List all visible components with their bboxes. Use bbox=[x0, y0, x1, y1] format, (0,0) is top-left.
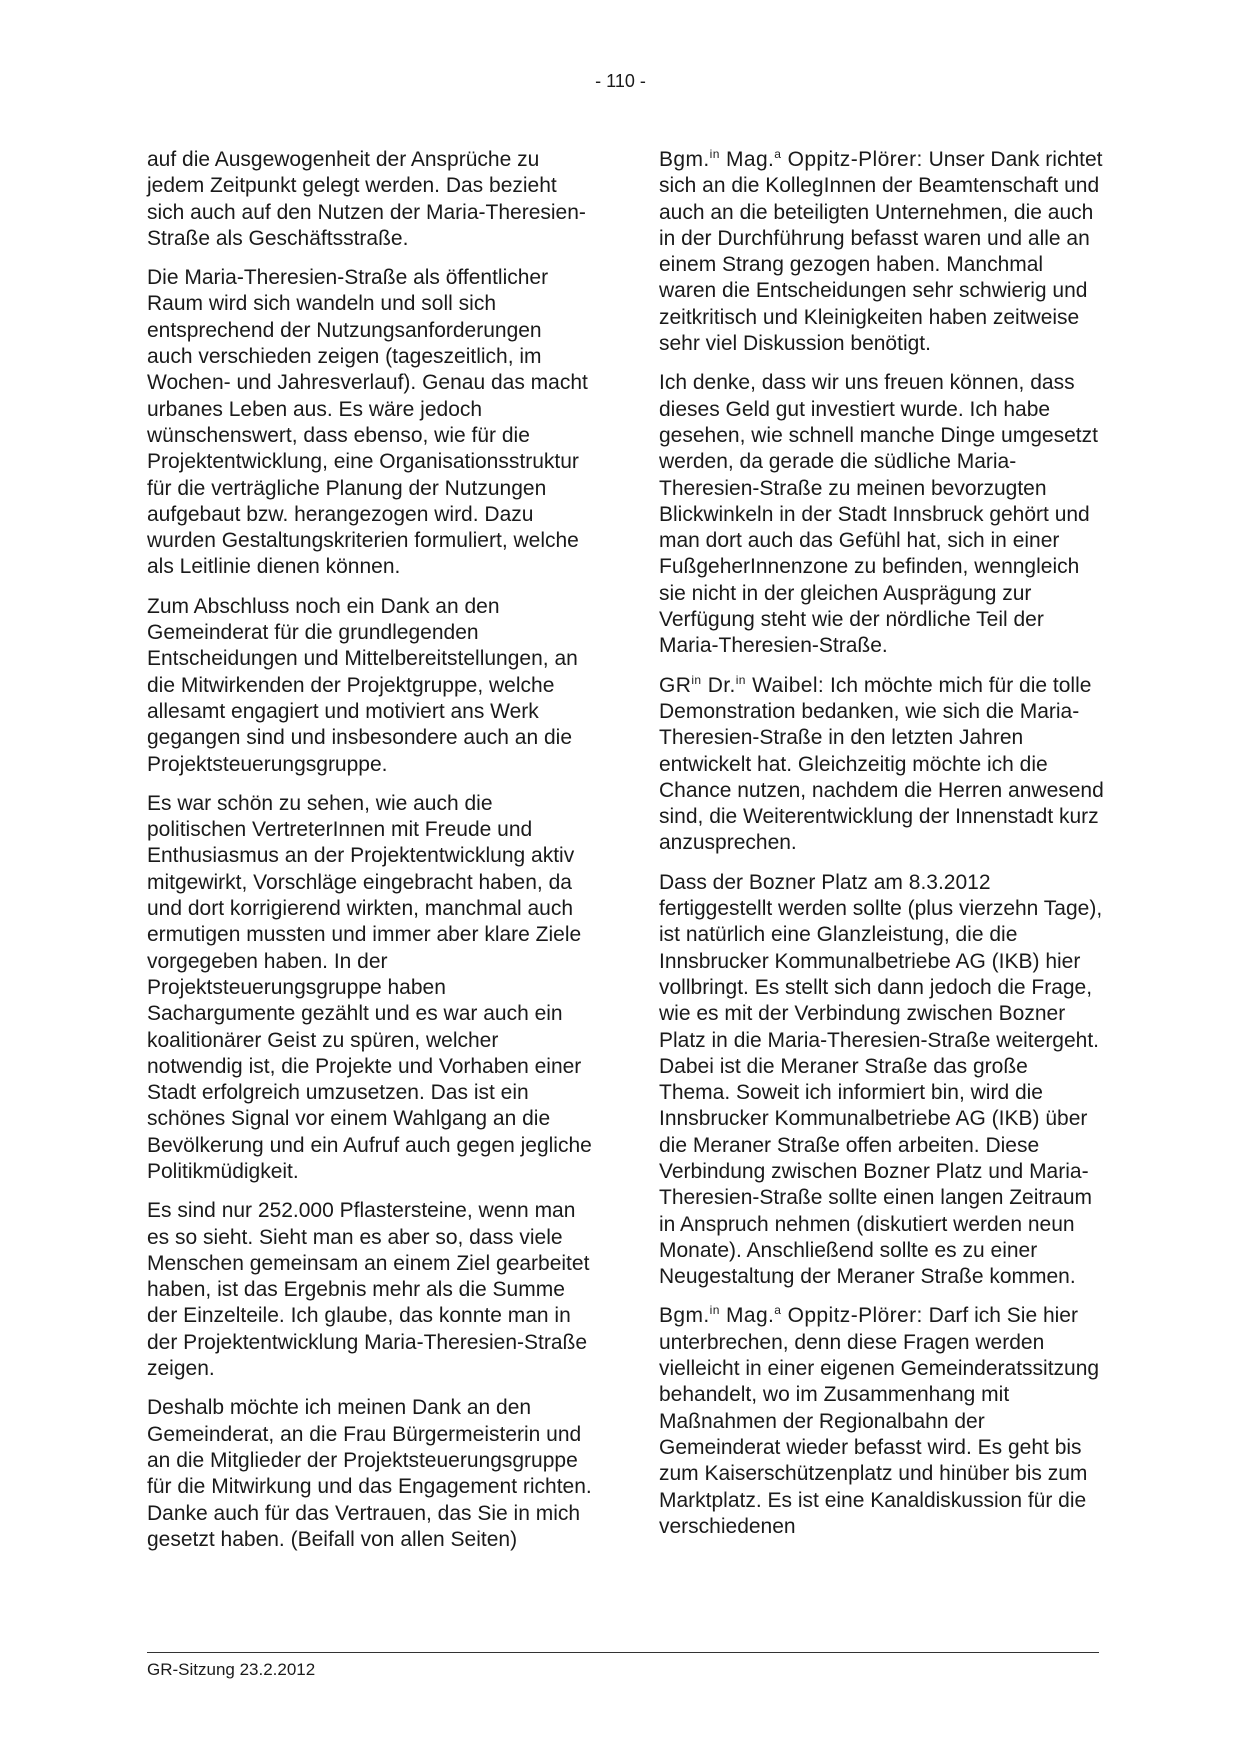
paragraph: auf die Ausgewogenheit der Ansprüche zu jedem Zeitpunkt gelegt werden. Das bezieht sich auch auf den Nutzen der Maria-Theresien-Straße als Geschäftsstraße. bbox=[147, 148, 586, 250]
left-column bbox=[147, 147, 592, 1566]
paragraph: Die Maria-Theresien-Straße als öffentlicher Raum wird sich wandeln und soll sich entsprechend der Nutzungsanforderungen auch verschieden zeigen (tageszeitlich, im Wochen- und Jahresverlauf). Genau das macht urbanes Leben aus. Es wäre jedoch wünschenswert, dass ebenso, wie für die Projektentwicklung, eine Organisationsstruktur für die verträgliche Planung der Nutzungen aufgebaut bzw. herangezogen wird. Dazu wurden Gestaltungskriterien formuliert, welche als Leitlinie dienen können. bbox=[147, 266, 588, 579]
footer-divider bbox=[147, 1652, 1099, 1653]
paragraph: Es sind nur 252.000 Pflastersteine, wenn man es so sieht. Sieht man es aber so, dass viele Menschen gemeinsam an einem Ziel gearbeitet haben, ist das Ergebnis mehr als die Summe der Einzelteile. Ich glaube, das konnte man in der Projektentwicklung Maria-Theresien-Straße zeigen. bbox=[147, 1199, 590, 1381]
speech-text: Darf ich Sie hier unterbrechen, denn diese Fragen werden vielleicht in einer eigenen Gemeinderatssitzung behandelt, wo im Zusammenhang mit Maßnahmen der Regionalbahn der Gemeinderat wieder befasst wird. Es geht bis zum Kaiserschützenplatz und hinüber bis zum Marktplatz. Es ist eine Kanaldiskussion für die verschiedenen bbox=[659, 1304, 1100, 1538]
speech-paragraph bbox=[659, 1303, 1104, 1540]
speech-paragraph bbox=[659, 673, 1104, 857]
speaker-name: $GR^{in}$ Dr.$^{in}$ Waibel: bbox=[659, 672, 825, 697]
speaker-name: Bgm.$^{in}$ Mag.$^a$ Oppitz-Plörer: bbox=[659, 147, 923, 171]
right-column bbox=[659, 147, 1104, 1553]
speaker-name: Bgm.$^{in}$ Mag.$^a$ Oppitz-Plörer: bbox=[659, 1303, 923, 1328]
footer-text: GR-Sitzung 23.2.2012 bbox=[147, 1660, 316, 1679]
paragraph: Es war schön zu sehen, wie auch die politischen VertreterInnen mit Freude und Enthusiasmus an der Projektentwicklung aktiv mitgewirkt, Vorschläge eingebracht haben, da und dort korrigierend wirkten, manchmal auch ermutigen mussten und immer aber klare Ziele vorgegeben haben. In der Projektsteuerungsgruppe haben Sachargumente gezählt und es war auch ein koalitionärer Geist zu spüren, welcher notwendig ist, die Projekte und Vorhaben einer Stadt erfolgreich umzusetzen. Das ist ein schönes Signal vor einem Wahlgang an die Bevölkerung und ein Aufruf auch gegen jegliche Politikmüdigkeit. bbox=[147, 791, 592, 1183]
page-number: - 110 - bbox=[595, 71, 646, 91]
paragraph: Deshalb möchte ich meinen Dank an den Gemeinderat, an die Frau Bürgermeisterin und an die Mitglieder der Projektsteuerungsgruppe für die Mitwirkung und das Engagement richten. Danke auch für das Vertrauen, das Sie in mich gesetzt haben. (Beifall von allen Seiten) bbox=[147, 1396, 592, 1551]
paragraph: Dass der Bozner Platz am 8.3.2012 fertiggestellt werden sollte (plus vierzehn Tage), ist natürlich eine Glanzleistung, die die Innsbrucker Kommunalbetriebe AG (IKB) hier vollbringt. Es stellt sich dann jedoch die Frage, wie es mit der Verbindung zwischen Bozner Platz in die Maria-Theresien-Straße weitergeht. Dabei ist die Meraner Straße das große Thema. Soweit ich informiert bin, wird die Innsbrucker Kommunalbetriebe AG (IKB) über die Meraner Straße offen arbeiten. Diese Verbindung zwischen Bozner Platz und Maria-Theresien-Straße sollte einen langen Zeitraum in Anspruch nehmen (diskutiert werden neun Monate). Anschließend sollte es zu einer Neugestaltung der Meraner Straße kommen. bbox=[659, 870, 1103, 1289]
paragraph: Zum Abschluss noch ein Dank an den Gemeinderat für die grundlegenden Entscheidungen und Mittelbereitstellungen, an die Mitwirkenden der Projektgruppe, welche allesamt engagiert und motiviert ans Werk gegangen sind und insbesondere auch an die Projektsteuerungsgruppe. bbox=[147, 594, 578, 776]
speech-text: Unser Dank richtet sich an die KollegInnen der Beamtenschaft und auch an die beteiligten Unternehmen, die auch in der Durchführung befasst waren und alle an einem Strang gezogen haben. Manchmal waren die Entscheidungen sehr schwierig und zeitkritisch und Kleinigkeiten haben zeitweise sehr viel Diskussion benötigt. bbox=[659, 148, 1103, 356]
speech-paragraph bbox=[659, 147, 1104, 357]
paragraph: Ich denke, dass wir uns freuen können, dass dieses Geld gut investiert wurde. Ich habe gesehen, wie schnell manche Dinge umgesetzt werden, da gerade die südliche Maria-Theresien-Straße zu meinen bevorzugten Blickwinkeln in der Stadt Innsbruck gehört und man dort auch das Gefühl hat, sich in einer FußgeherInnenzone zu befinden, wenngleich sie nicht in der gleichen Ausprägung zur Verfügung steht wie der nördliche Teil der Maria-Theresien-Straße. bbox=[659, 371, 1098, 658]
speech-text: Ich möchte mich für die tolle Demonstration bedanken, wie sich die Maria-Theresien-Straße in den letzten Jahren entwickelt hat. Gleichzeitig möchte ich die Chance nutzen, nachdem die Herren anwesend sind, die Weiterentwicklung der Innenstadt kurz anzusprechen. bbox=[659, 673, 1104, 855]
